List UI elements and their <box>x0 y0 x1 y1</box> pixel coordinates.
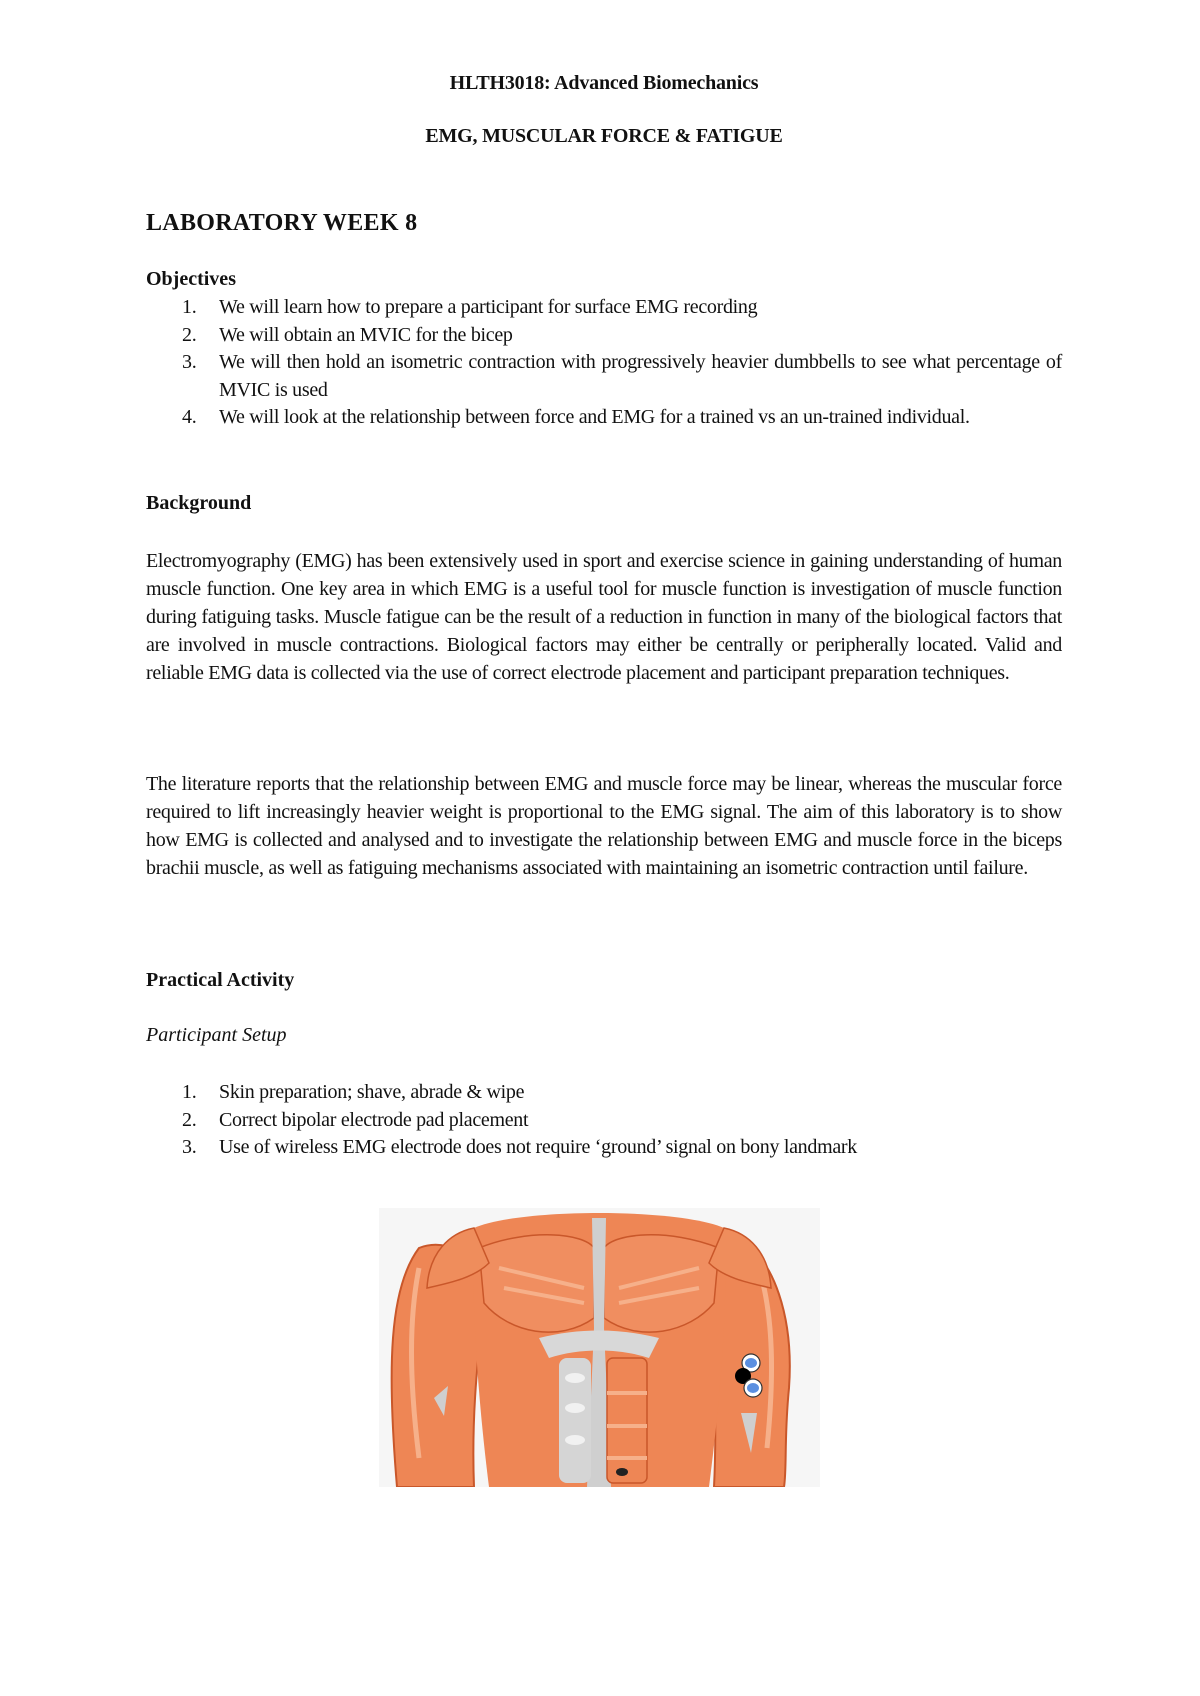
objective-text: We will learn how to prepare a participant for surface EMG recording <box>219 296 758 318</box>
list-number: 3. <box>182 1136 197 1158</box>
objective-item <box>146 322 1062 350</box>
objective-item <box>146 404 1062 432</box>
setup-step-text: Skin preparation; shave, abrade & wipe <box>219 1081 525 1103</box>
objectives-list <box>146 294 1062 432</box>
document-subtitle: EMG, MUSCULAR FORCE & FATIGUE <box>425 125 783 147</box>
background-paragraph-2: The literature reports that the relationship between EMG and muscle force may be linear, whereas the muscular force required to lift increasingly heavier weight is proportional to the EMG signal. The aim of this laboratory is to show how EMG is collected and analysed and to investigate the relationship between EMG and muscle force in the biceps brachii muscle, as well as fatiguing mechanisms associated with maintaining an isometric contraction until failure. <box>146 773 1062 879</box>
lab-title: LABORATORY WEEK 8 <box>146 210 418 236</box>
list-number: 3. <box>182 351 197 373</box>
objective-item <box>146 349 1062 404</box>
objective-text: We will look at the relationship between force and EMG for a trained vs an un-trained individual. <box>219 406 970 428</box>
setup-steps-list <box>146 1079 1062 1162</box>
objective-text: We will obtain an MVIC for the bicep <box>219 323 513 346</box>
setup-step-text: Correct bipolar electrode pad placement <box>219 1108 529 1131</box>
list-number: 2. <box>182 323 197 346</box>
setup-step <box>146 1134 1062 1162</box>
setup-step <box>146 1079 1062 1107</box>
background-paragraph-1: Electromyography (EMG) has been extensively used in sport and exercise science in gaining understanding of human muscle function. One key area in which EMG is a useful tool for muscle function is investigation of muscle function during fatiguing tasks. Muscle fatigue can be the result of a reduction in function in many of the biological factors that are involved in muscle contractions. Biological factors may either be centrally or peripherally located. Valid and reliable EMG data is collected via the use of correct electrode placement and participant preparation techniques. <box>146 550 1062 684</box>
list-number: 1. <box>182 1081 197 1103</box>
participant-setup-subheading: Participant Setup <box>146 1024 287 1046</box>
objective-text: We will then hold an isometric contraction with progressively heavier dumbbells to see what percentage of MVIC is used <box>219 351 1062 401</box>
torso-muscle-illustration <box>379 1208 820 1487</box>
setup-step <box>146 1107 1062 1135</box>
muscle-anatomy-figure <box>379 1208 820 1487</box>
background-heading: Background <box>146 492 252 514</box>
practical-activity-heading: Practical Activity <box>146 969 295 991</box>
objective-item <box>146 294 1062 322</box>
list-number: 1. <box>182 296 197 318</box>
list-number: 4. <box>182 406 197 428</box>
list-number: 2. <box>182 1108 197 1131</box>
objectives-heading: Objectives <box>146 268 236 290</box>
course-title: HLTH3018: Advanced Biomechanics <box>449 72 759 94</box>
setup-step-text: Use of wireless EMG electrode does not require ‘ground’ signal on bony landmark <box>219 1136 857 1158</box>
